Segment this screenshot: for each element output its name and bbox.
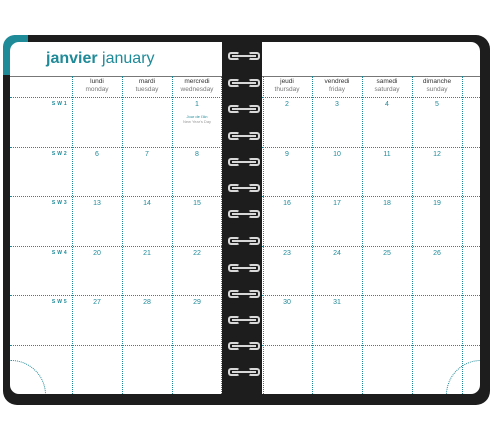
spiral-ring [226,315,262,325]
left-page [10,42,222,394]
ring-part [232,240,256,242]
day-number: 18 [383,200,391,207]
row-divider [10,295,222,296]
column-divider [72,76,73,394]
day-number: 22 [193,249,201,257]
day-number: 14 [143,200,151,207]
corner-arc [446,360,480,394]
spiral-ring [226,367,262,377]
ring-part [232,371,256,373]
corner-arc [10,360,46,394]
right-page [262,42,480,394]
spiral-ring [226,209,262,219]
day-header-fri [312,78,362,94]
day-number: 23 [283,249,291,257]
day-fr: jeudi [280,78,294,85]
column-divider [362,76,363,394]
month-name-fr: janvier [46,50,98,67]
day-number: 29 [193,299,201,306]
day-number: 13 [93,200,101,207]
ring-part [232,345,256,347]
day-number: 28 [143,299,151,306]
ring-part [232,267,256,269]
day-number: 15 [193,200,201,207]
spiral-ring [226,183,262,193]
row-divider [10,147,222,148]
row-divider [10,246,222,247]
holiday-en: New Year's Day [182,119,212,124]
day-header-thu [262,78,312,94]
spiral-ring [226,289,262,299]
day-en: wednesday [180,86,214,93]
day-fr: samedi [376,78,398,85]
day-number: 10 [333,150,341,158]
ring-part [232,187,256,189]
row-divider [262,196,480,197]
day-number: 19 [433,200,441,207]
day-number: 30 [283,299,291,306]
ring-part [232,82,256,84]
day-number: 12 [433,150,441,158]
day-number: 20 [93,249,101,257]
day-number: 6 [95,150,99,158]
spiral-ring [226,78,262,88]
day-number: 2 [285,101,289,108]
row-divider [10,196,222,197]
holiday-fr: Jour de l'An [186,114,208,119]
day-number: 4 [385,101,389,108]
header-rule [10,76,222,77]
day-number: 8 [195,150,199,158]
day-en: thursday [274,86,300,93]
column-divider [312,76,313,394]
day-en: friday [329,86,345,93]
spiral-ring [226,236,262,246]
day-fr: mercredi [184,78,210,85]
day-fr: vendredi [324,78,350,85]
ring-part [232,108,256,110]
row-divider [262,97,480,98]
day-number: 7 [145,150,149,158]
ring-part [232,213,256,215]
column-divider [263,76,264,394]
day-en: saturday [374,86,400,93]
holiday-note [172,114,222,124]
day-en: sunday [426,86,448,93]
row-divider [262,295,480,296]
day-number: 11 [383,150,391,158]
row-divider [10,97,222,98]
spiral-ring [226,263,262,273]
month-title [46,49,155,69]
day-number: 21 [143,249,151,257]
day-fr: mardi [138,78,156,85]
week-number: S W 5 [51,299,67,305]
spiral-ring [226,157,262,167]
week-number: S W 2 [51,150,67,157]
month-name-en: january [102,50,155,67]
day-number: 25 [383,249,391,257]
ring-part [232,293,256,295]
day-number: 1 [195,101,199,108]
day-number: 3 [335,101,339,108]
day-number: 16 [283,200,291,207]
ring-part [232,161,256,163]
row-divider [262,147,480,148]
day-number: 9 [285,150,289,158]
day-number: 31 [333,299,341,306]
week-number: S W 1 [51,101,67,107]
week-number: S W 4 [51,249,67,256]
spiral-ring [226,341,262,351]
day-number: 26 [433,249,441,257]
column-divider [462,76,463,394]
row-divider [262,345,480,346]
column-divider [412,76,413,394]
ring-part [232,319,256,321]
day-en: monday [85,86,109,93]
day-header-sat [362,78,412,94]
spiral-ring [226,104,262,114]
day-header-mon [72,78,122,94]
day-header-sun [412,78,462,94]
day-fr: lundi [90,78,104,85]
day-en: tuesday [135,86,159,93]
spiral-ring [226,51,262,61]
ring-part [232,135,256,137]
spiral-ring [226,131,262,141]
day-number: 17 [333,200,341,207]
row-divider [262,246,480,247]
row-divider [10,345,222,346]
day-number: 27 [93,299,101,306]
day-number: 5 [435,101,439,108]
ring-part [232,55,256,57]
day-number: 24 [333,249,341,257]
column-divider [122,76,123,394]
day-fr: dimanche [422,78,452,85]
day-header-wed [172,78,222,94]
week-number: S W 3 [51,200,67,206]
header-rule [262,76,480,77]
day-header-tue [122,78,172,94]
